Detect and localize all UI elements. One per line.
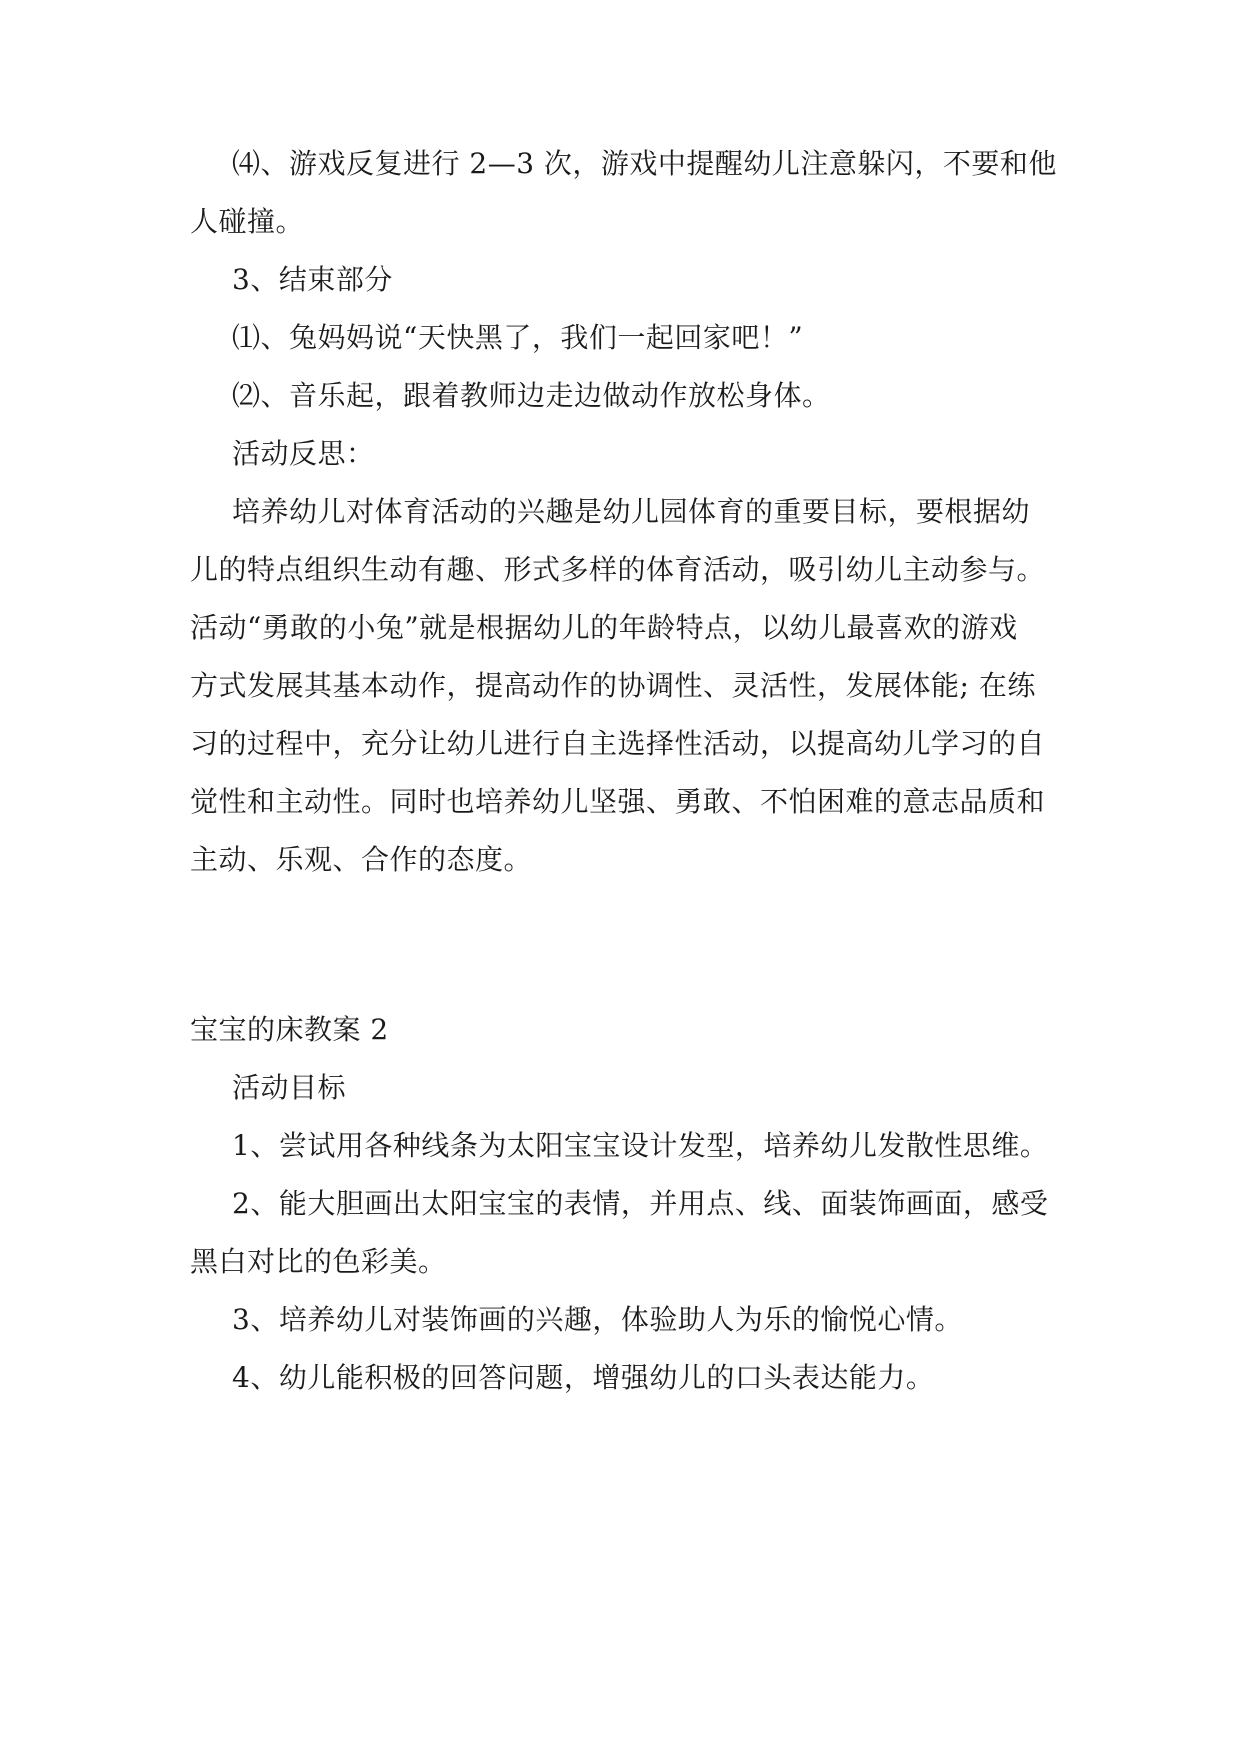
- game-step-4-line-1: ⑷、游戏反复进行 2—3 次，游戏中提醒幼儿注意躲闪，不要和他: [232, 147, 1057, 180]
- goal-1: 1、尝试用各种线条为太阳宝宝设计发型，培养幼儿发散性思维。: [232, 1129, 1049, 1162]
- ending-step-2: ⑵、音乐起，跟着教师边走边做动作放松身体。: [232, 379, 831, 412]
- ending-step-1: ⑴、兔妈妈说“天快黑了，我们一起回家吧！”: [232, 321, 804, 354]
- reflection-line: 觉性和主动性。同时也培养幼儿坚强、勇敢、不怕困难的意志品质和: [190, 785, 1046, 818]
- goals-heading: 活动目标: [232, 1071, 347, 1104]
- goal-2-line-1: 2、能大胆画出太阳宝宝的表情，并用点、线、面装饰画面，感受: [232, 1187, 1049, 1220]
- reflection-line: 方式发展其基本动作，提高动作的协调性、灵活性，发展体能; 在练: [190, 669, 1036, 702]
- goal-3: 3、培养幼儿对装饰画的兴趣，体验助人为乐的愉悦心情。: [232, 1303, 963, 1336]
- game-step-4-line-2: 人碰撞。: [190, 205, 305, 238]
- reflection-line: 儿的特点组织生动有趣、形式多样的体育活动，吸引幼儿主动参与。: [190, 553, 1046, 586]
- reflection-line: 活动“勇敢的小兔”就是根据幼儿的年龄特点，以幼儿最喜欢的游戏: [190, 611, 1018, 644]
- goal-2-line-2: 黑白对比的色彩美。: [190, 1245, 447, 1278]
- reflection-line: 主动、乐观、合作的态度。: [190, 843, 533, 876]
- lesson-plan-title: 宝宝的床教案 2: [190, 1013, 389, 1046]
- goal-4: 4、幼儿能积极的回答问题，增强幼儿的口头表达能力。: [232, 1361, 935, 1394]
- reflection-heading: 活动反思：: [232, 437, 375, 470]
- ending-part-heading: 3、结束部分: [232, 263, 393, 296]
- reflection-line: 培养幼儿对体育活动的兴趣是幼儿园体育的重要目标，要根据幼: [232, 495, 1031, 528]
- reflection-line: 习的过程中，充分让幼儿进行自主选择性活动，以提高幼儿学习的自: [190, 727, 1046, 760]
